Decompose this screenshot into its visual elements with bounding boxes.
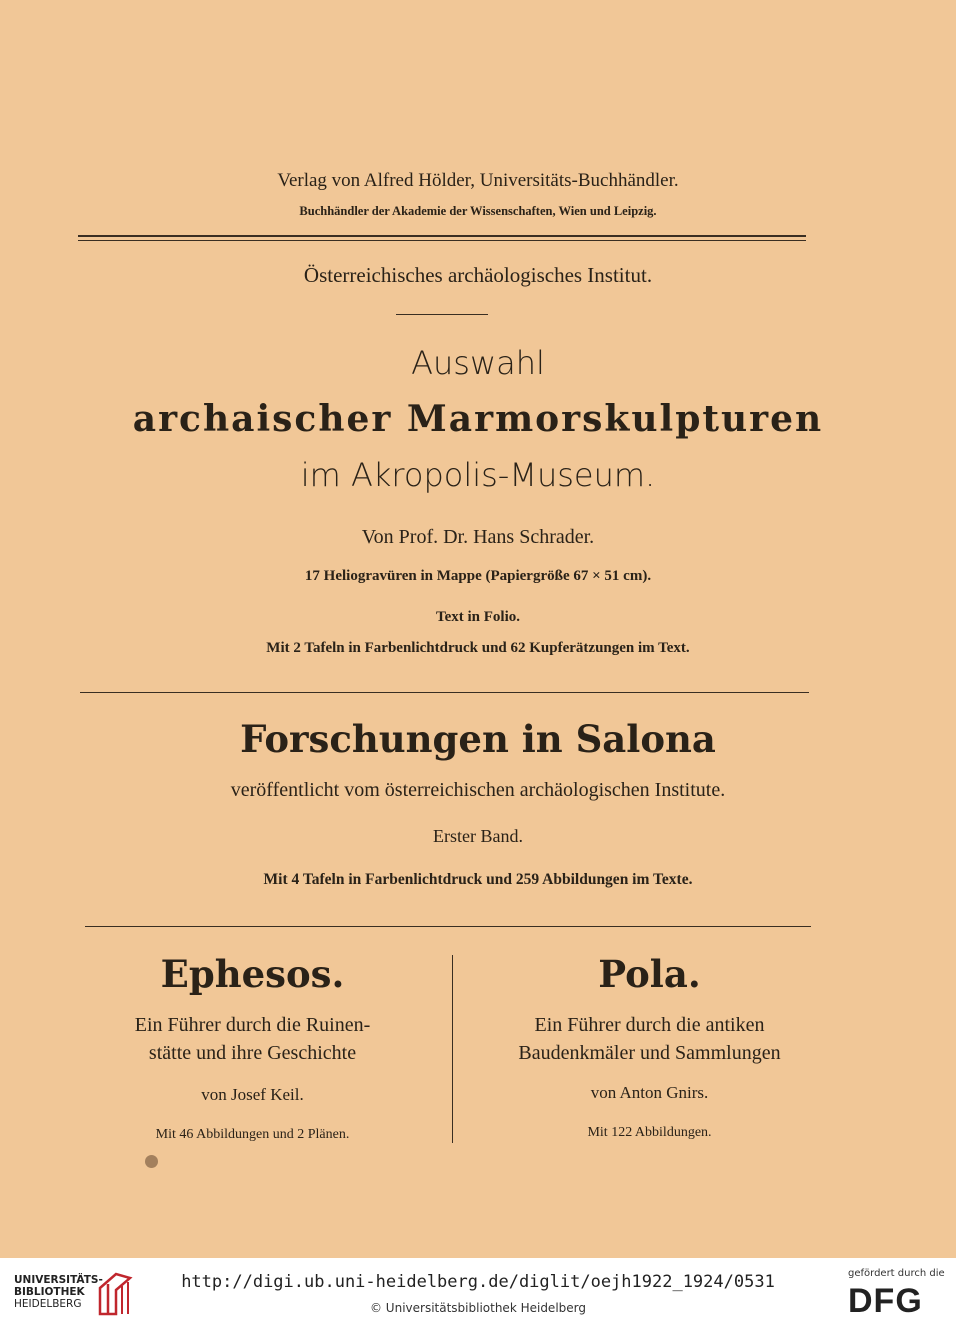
salona-band: Erster Band. xyxy=(433,826,523,846)
salona-details: Mit 4 Tafeln in Farbenlichtdruck und 259 Abbildungen im Texte. xyxy=(263,871,693,888)
pola-desc-line1: Ein Führer durch die antiken xyxy=(534,1014,765,1036)
institute-heading: Österreichisches archäologisches Institut. xyxy=(303,263,653,287)
pola-title: Pola. xyxy=(598,952,701,996)
auswahl-title-line2: archaischer Marmorskulpturen xyxy=(132,398,824,440)
salona-title: Forschungen in Salona xyxy=(240,717,716,761)
double-rule-bottom xyxy=(78,240,806,241)
ephesos-author: von Josef Keil. xyxy=(201,1085,304,1104)
ink-spot xyxy=(145,1155,158,1168)
section-divider-1 xyxy=(80,692,809,693)
column-divider xyxy=(452,955,453,1143)
pola-desc-line2: Baudenkmäler und Sammlungen xyxy=(518,1042,781,1064)
section-divider-2 xyxy=(85,926,811,927)
short-divider xyxy=(396,314,488,315)
ephesos-details: Mit 46 Abbildungen und 2 Plänen. xyxy=(155,1127,350,1142)
auswahl-details-mappe: 17 Heliogravüren in Mappe (Papiergröße 67 × 51 cm). xyxy=(304,568,652,584)
publisher-line: Verlag von Alfred Hölder, Universitäts-Buchhändler. xyxy=(277,170,679,191)
dfg-logo: DFG xyxy=(848,1282,923,1320)
copyright-notice: © Universitätsbibliothek Heidelberg xyxy=(369,1301,586,1315)
library-line2: BIBLIOTHEK xyxy=(14,1286,85,1298)
ephesos-title: Ephesos. xyxy=(160,952,345,996)
footer-bar xyxy=(0,1258,956,1328)
library-logo-icon xyxy=(96,1268,134,1318)
library-line1: UNIVERSITÄTS- xyxy=(14,1274,103,1286)
funding-label: gefördert durch die xyxy=(848,1268,945,1279)
pola-author: von Anton Gnirs. xyxy=(590,1083,709,1102)
publisher-subline: Buchhändler der Akademie der Wissenschaften, Wien und Leipzig. xyxy=(299,204,657,218)
library-name xyxy=(14,1274,103,1310)
salona-subtitle: veröffentlicht vom österreichischen archäologischen Institute. xyxy=(230,779,726,801)
library-line3: HEIDELBERG xyxy=(14,1298,82,1310)
ephesos-desc-line2: stätte und ihre Geschichte xyxy=(148,1042,357,1064)
ephesos-desc-line1: Ein Führer durch die Ruinen- xyxy=(134,1014,371,1036)
auswahl-title-line3: im Akropolis-Museum. xyxy=(300,456,656,494)
auswahl-title-line1: Auswahl xyxy=(411,344,545,382)
double-rule-top xyxy=(78,235,806,237)
permalink-url[interactable]: http://digi.ub.uni-heidelberg.de/diglit/oejh1922_1924/0531 xyxy=(181,1272,775,1292)
auswahl-author: Von Prof. Dr. Hans Schrader. xyxy=(361,526,595,548)
auswahl-details-folio: Text in Folio. xyxy=(435,609,521,625)
auswahl-details-tafeln: Mit 2 Tafeln in Farbenlichtdruck und 62 Kupferätzungen im Text. xyxy=(266,640,690,656)
pola-details: Mit 122 Abbildungen. xyxy=(587,1125,712,1140)
